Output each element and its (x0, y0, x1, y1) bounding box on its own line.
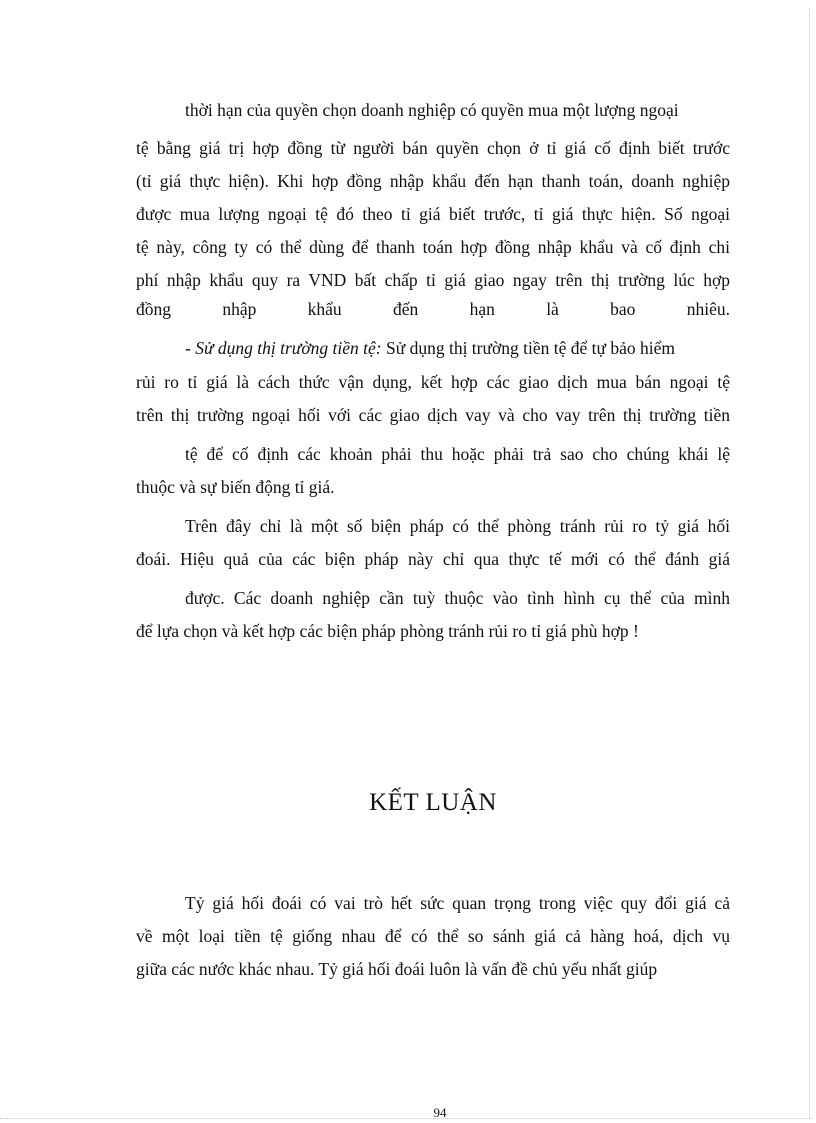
paragraph-line: phí nhập khẩu quy ra VND bất chấp tỉ giá giao ngay trên thị trường lúc hợp (136, 270, 730, 290)
paragraph-line: được mua lượng ngoại tệ đó theo tỉ giá biết trước, tỉ giá thực hiện. Số ngoại (136, 204, 730, 224)
paragraph-line: đồng nhập khẩu đến hạn là bao nhiêu. (136, 299, 730, 319)
paragraph-line: (tỉ giá thực hiện). Khi hợp đồng nhập khẩu đến hạn thanh toán, doanh nghiệp (136, 171, 730, 191)
italic-subheading: Sử dụng thị trường tiền tệ: (195, 338, 382, 358)
conclusion-line: về một loại tiền tệ giống nhau để có thể so sánh giá cả hàng hoá, dịch vụ (136, 926, 730, 946)
conclusion-line: Tỷ giá hối đoái có vai trò hết sức quan trọng trong việc quy đổi giá cả (185, 893, 730, 913)
paragraph-line: tệ để cố định các khoản phải thu hoặc phải trả sao cho chúng khái lệ (185, 444, 730, 464)
paragraph-line: thời hạn của quyền chọn doanh nghiệp có quyền mua một lượng ngoại (185, 100, 679, 120)
paragraph-line: đoái. Hiệu quả của các biện pháp này chỉ qua thực tế mới có thể đánh giá (136, 549, 730, 569)
paragraph-line-first (185, 337, 675, 359)
paragraph-line: được. Các doanh nghiệp cần tuỳ thuộc vào tình hình cụ thể của mình (185, 588, 730, 608)
page-border-right (809, 8, 810, 1118)
paragraph-text: Sử dụng thị trường tiền tệ để tự bảo hiểm (381, 338, 675, 358)
paragraph-line: trên thị trường ngoại hối với các giao dịch vay và cho vay trên thị trường tiền (136, 405, 730, 425)
bullet-dash: - (185, 338, 196, 358)
section-heading: KẾT LUẬN (369, 789, 497, 816)
page-number: 94 (433, 1105, 447, 1120)
paragraph-line: Trên đây chỉ là một số biện pháp có thể phòng tránh rủi ro tỷ giá hối (185, 516, 730, 536)
paragraph-line: tệ bằng giá trị hợp đồng từ người bán quyền chọn ở tỉ giá cố định biết trước (136, 138, 730, 158)
paragraph-line: thuộc và sự biến động tỉ giá. (136, 477, 335, 497)
paragraph-line: rủi ro tỉ giá là cách thức vận dụng, kết hợp các giao dịch mua bán ngoại tệ (136, 372, 730, 392)
paragraph-line: tệ này, công ty có thể dùng để thanh toán hợp đồng nhập khẩu và cố định chi (136, 237, 730, 257)
conclusion-line: giữa các nước khác nhau. Tỷ giá hối đoái luôn là vấn đề chủ yếu nhất giúp (136, 959, 658, 979)
paragraph-line: để lựa chọn và kết hợp các biện pháp phòng tránh rủi ro tỉ giá phù hợp ! (136, 621, 639, 641)
